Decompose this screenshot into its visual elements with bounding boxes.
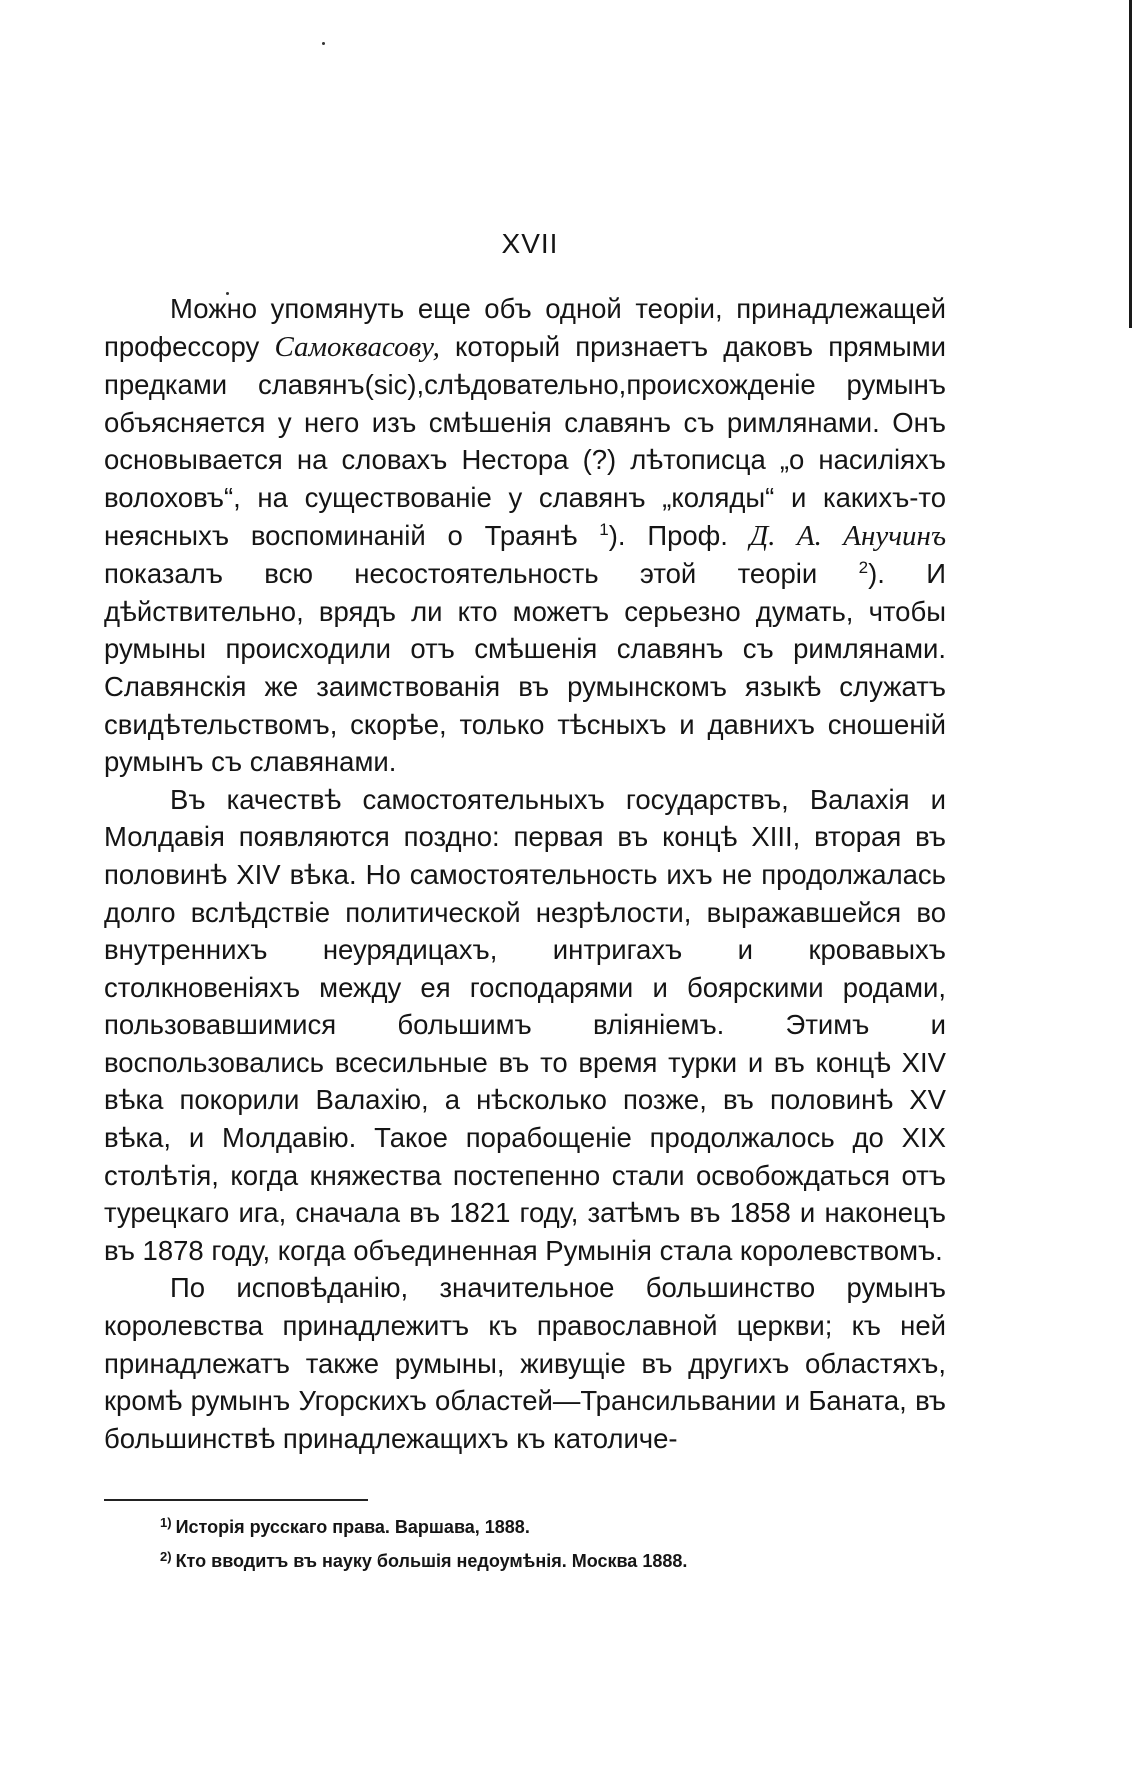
footnotes [160, 1508, 950, 1576]
footnote-mark: 1) [160, 1515, 172, 1530]
page-speck [322, 42, 325, 45]
paragraph-2 [104, 781, 946, 1270]
text-run: ). И дѣйствительно, врядъ ли кто можетъ серьезно думать, чтобы румыны происходили отъ смѣшенія славянъ съ римлянами. Славянскія же заимствованія въ румынскомъ языкѣ служатъ свидѣтельствомъ, скорѣе, только тѣсныхъ и давнихъ сношеній румынъ съ славянами. [104, 558, 946, 778]
text-run: Можно упомянуть еще объ одной теоріи, принадлежащей профессору [104, 293, 946, 362]
footnote-ref-2[interactable]: 2 [858, 558, 869, 578]
text-run: который признаетъ даковъ прямыми предками славянъ(sic),слѣдовательно,происхожденіе румынъ объясняется у него изъ смѣшенія славянъ съ римлянами. Онъ основывается на словахъ Нестора (?) лѣтописца „о насиліяхъ волоховъ“, на существованіе у славянъ „коляды“ и какихъ-то неясныхъ воспоминаній о Траянѣ [104, 330, 946, 551]
paragraph-3 [104, 1269, 946, 1457]
footnote-1 [160, 1508, 950, 1542]
footnote-divider [104, 1499, 368, 1501]
text-run: показалъ всю несостоятельность этой теоріи [104, 558, 859, 590]
author-name-samokvasov: Самоквасову, [274, 330, 440, 363]
text-run: Въ качествѣ самостоятельныхъ государствъ, Валахія и Молдавія появляются поздно: первая въ концѣ XIII, вторая въ половинѣ XIV вѣка. Но самостоятельность ихъ не продолжалась долго вслѣдствіе политической незрѣлости, выражавшейся во внутреннихъ неурядицахъ, интригахъ и кровавыхъ столкновеніяхъ между ея господарями и боярскими родами, пользовавшимися большимъ вліяніемъ. Этимъ и воспользовались всесильные въ то время турки и въ концѣ XIV вѣка покорили Валахію, а нѣсколько позже, въ половинѣ XV вѣка, и Молдавію. Такое порабощеніе продолжалось до XIX столѣтія, когда княжества постепенно стали освобождаться отъ турецкаго ига, сначала въ 1821 году, затѣмъ въ 1858 и наконецъ въ 1878 году, когда объединенная Румынія стала королевствомъ. [104, 783, 946, 1266]
footnote-ref-1[interactable]: 1 [599, 519, 609, 539]
footnote-mark: 2) [160, 1549, 172, 1564]
footnote-2 [160, 1542, 950, 1576]
page-number: XVII [501, 228, 559, 259]
page-edge-line [1129, 0, 1132, 328]
author-name-anuchin: Д. А. Анучинъ [749, 519, 946, 552]
paragraph-1 [104, 290, 946, 781]
body-text [104, 290, 946, 1457]
text-run: По исповѣданію, значительное большинство румынъ королевства принадлежитъ къ православной церкви; къ ней принадлежатъ также румыны, живущіе въ другихъ областяхъ, кромѣ румынъ Угорскихъ областей—Трансильвании и Баната, въ большинствѣ принадлежащихъ къ католиче- [104, 1272, 946, 1454]
footnote-text: Кто вводитъ въ науку большія недоумѣнія. Москва 1888. [175, 1551, 688, 1571]
text-run: ). Проф. [608, 519, 750, 551]
footnote-text: Исторія русскаго права. Варшава, 1888. [175, 1517, 530, 1537]
